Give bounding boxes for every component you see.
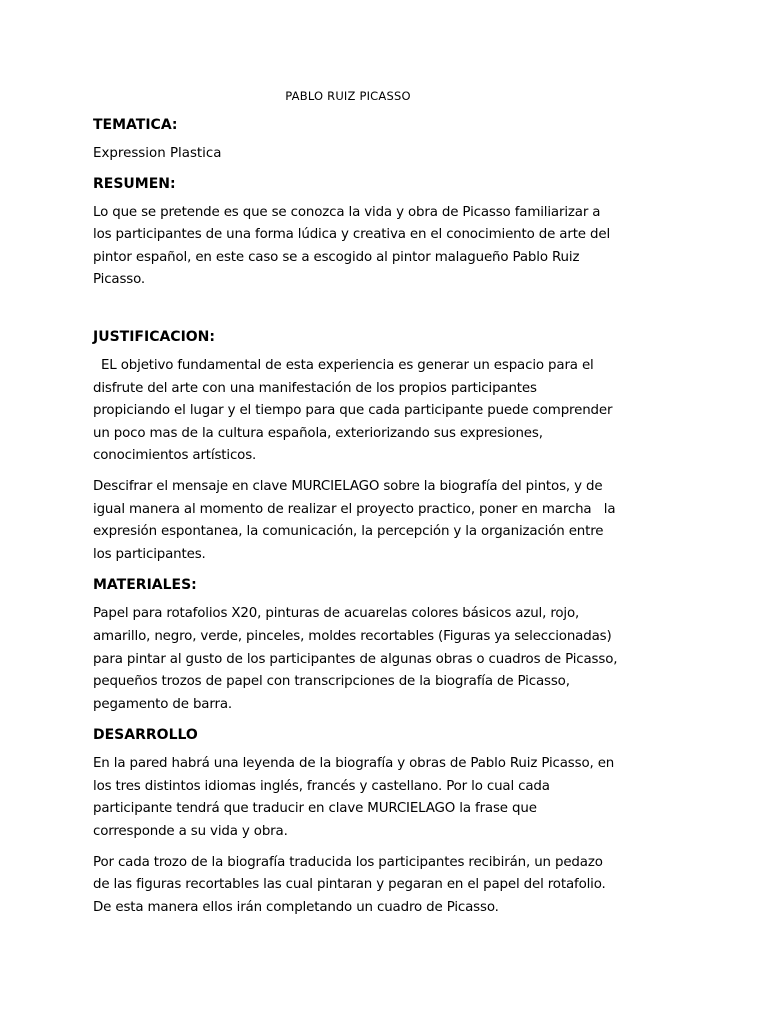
- resumen-line: Lo que se pretende es que se conozca la vida y obra de Picasso familiarizar a: [93, 204, 601, 220]
- desarrollo-line: los tres distintos idiomas inglés, francés y castellano. Por lo cual cada: [93, 778, 550, 794]
- materiales-line: amarillo, negro, verde, pinceles, moldes recortables (Figuras ya seleccionadas): [93, 628, 612, 644]
- desarrollo-heading: DESARROLLO: [93, 727, 198, 744]
- materiales-heading: MATERIALES:: [93, 577, 197, 594]
- resumen-paragraph: [93, 202, 683, 292]
- justificacion-line: los participantes.: [93, 546, 206, 562]
- desarrollo-line: participante tendrá que traducir en clave MURCIELAGO la frase que: [93, 801, 537, 817]
- justificacion-line: expresión espontanea, la comunicación, la percepción y la organización entre: [93, 524, 604, 540]
- tematica-text: Expression Plastica: [93, 146, 222, 161]
- resumen-line: Picasso.: [93, 272, 146, 288]
- desarrollo-paragraph-1: [93, 753, 683, 843]
- document-body: [93, 114, 683, 919]
- desarrollo-line: de las figuras recortables las cual pintaran y pegaran en el papel del rotafolio.: [93, 877, 606, 893]
- materiales-line: pegamento de barra.: [93, 696, 233, 712]
- justificacion-paragraph-2: [93, 476, 683, 566]
- document-title: PABLO RUIZ PICASSO: [285, 89, 411, 103]
- justificacion-paragraph-1: [93, 355, 683, 468]
- desarrollo-line: De esta manera ellos irán completando un cuadro de Picasso.: [93, 899, 499, 915]
- desarrollo-line: Por cada trozo de la biografía traducida los participantes recibirán, un pedazo: [93, 854, 603, 870]
- justificacion-line: un poco mas de la cultura española, exteriorizando sus expresiones,: [93, 425, 543, 441]
- desarrollo-line: corresponde a su vida y obra.: [93, 824, 288, 840]
- materiales-line: pequeños trozos de papel con transcripciones de la biografía de Picasso,: [93, 674, 570, 690]
- resumen-line: los participantes de una forma lúdica y creativa en el conocimiento de arte del: [93, 227, 611, 243]
- materiales-paragraph: [93, 603, 683, 716]
- justificacion-line: propiciando el lugar y el tiempo para que cada participante puede comprender: [93, 403, 613, 419]
- justificacion-heading: JUSTIFICACION:: [93, 328, 216, 345]
- resumen-heading: RESUMEN:: [93, 175, 176, 192]
- desarrollo-line: En la pared habrá una leyenda de la biografía y obras de Pablo Ruiz Picasso, en: [93, 756, 615, 772]
- justificacion-line: Descifrar el mensaje en clave MURCIELAGO sobre la biografía del pintos, y de: [93, 478, 603, 494]
- justificacion-line: conocimientos artísticos.: [93, 448, 257, 464]
- justificacion-line: igual manera al momento de realizar el proyecto practico, poner en marcha la: [93, 501, 616, 517]
- justificacion-line: EL objetivo fundamental de esta experiencia es generar un espacio para el: [101, 357, 594, 373]
- desarrollo-paragraph-2: [93, 852, 683, 920]
- justificacion-line: disfrute del arte con una manifestación de los propios participantes: [93, 380, 537, 396]
- resumen-line: pintor español, en este caso se a escogido al pintor malagueño Pablo Ruiz: [93, 249, 580, 265]
- materiales-line: para pintar al gusto de los participantes de algunas obras o cuadros de Picasso,: [93, 651, 618, 667]
- tematica-heading: TEMATICA:: [93, 117, 178, 133]
- materiales-line: Papel para rotafolios X20, pinturas de acuarelas colores básicos azul, rojo,: [93, 606, 580, 622]
